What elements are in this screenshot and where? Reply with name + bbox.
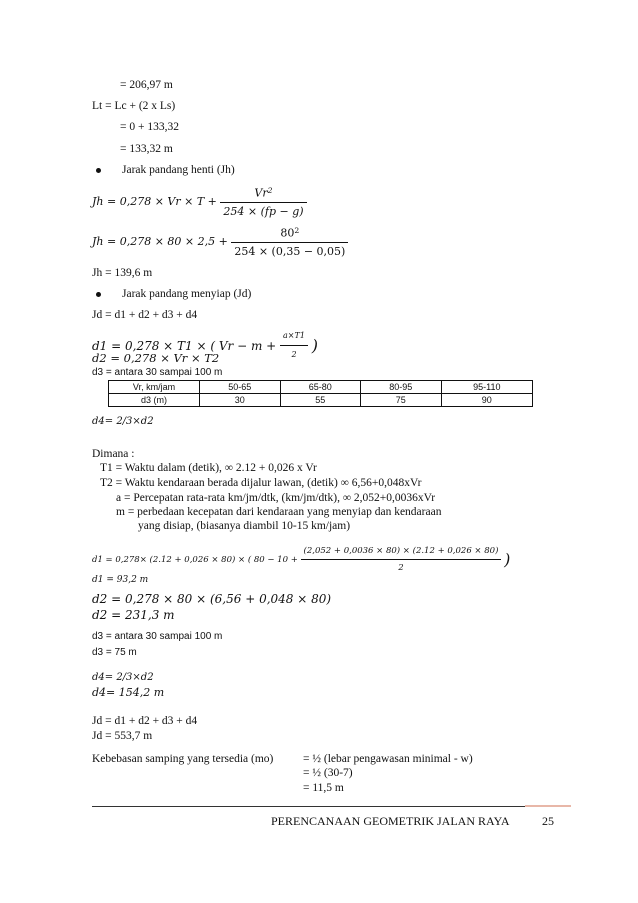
kebebasan-result: = 11,5 m (303, 782, 344, 794)
d1-calc-lhs: d1 = 0,278× (2.12 + 0,026 × 80) × ( 80 − 10 + (92, 554, 298, 565)
d2-result: d2 = 231,3 m (92, 608, 175, 622)
table-cell: 90 (441, 394, 532, 407)
d4-result: d4= 154,2 m (92, 686, 165, 699)
table-cell: Vr, km/jam (109, 381, 200, 394)
t2-definition: T2 = Waktu kendaraan berada dijalur lawan, (detik) ∞ 6,56+0,048xVr (100, 477, 422, 489)
table-cell: d3 (m) (109, 394, 200, 407)
d4-formula: d4= 2/3×d2 (92, 416, 154, 427)
kebebasan-step-1: = ½ (lebar pengawasan minimal - w) (303, 753, 473, 765)
jh-result: Jh = 139,6 m (92, 267, 153, 279)
bullet-icon (96, 292, 101, 297)
jh-calc-num: 80 (280, 226, 295, 240)
jh-num: Vr (254, 186, 268, 200)
bullet-icon (96, 168, 101, 173)
jh-formula (92, 183, 307, 220)
a-definition: a = Percepatan rata-rata km/jm/dtk, (km/jm/dtk), ∞ 2,052+0,0036xVr (116, 492, 436, 504)
jd-result: Jd = 553,7 m (92, 730, 153, 742)
jh-calc (92, 223, 348, 260)
d1-result: d1 = 93,2 m (92, 575, 149, 585)
table-cell: 95-110 (441, 381, 532, 394)
jh-calc-fraction (231, 223, 348, 260)
heading-jarak-pandang-henti: Jarak pandang henti (Jh) (122, 164, 235, 176)
jh-formula-lhs: Jh = 0,278 × Vr × T + (92, 194, 217, 208)
jd-sum-2: Jd = d1 + d2 + d3 + d4 (92, 715, 198, 727)
table-cell: 30 (200, 394, 281, 407)
table-cell: 55 (280, 394, 361, 407)
jd-sum: Jd = d1 + d2 + d3 + d4 (92, 309, 198, 321)
m-definition-cont: yang disiap, (biasanya diambil 10-15 km/jam) (138, 520, 351, 532)
kebebasan-label: Kebebasan samping yang tersedia (mo) (92, 753, 274, 765)
dimana-label: Dimana : (92, 448, 135, 460)
jh-formula-fraction (220, 183, 306, 220)
jh-num-sup: 2 (267, 186, 273, 195)
lt-formula: Lt = Lc + (2 x Ls) (92, 100, 176, 112)
jh-calc-lhs: Jh = 0,278 × 80 × 2,5 + (92, 234, 228, 248)
d3-text: d3 = antara 30 sampai 100 m (92, 367, 223, 378)
footer-accent (525, 805, 571, 807)
table-row (109, 394, 533, 407)
t1-definition: T1 = Waktu dalam (detik), ∞ 2.12 + 0,026 x Vr (100, 462, 317, 474)
table-cell: 75 (361, 394, 442, 407)
lt-step: = 0 + 133,32 (120, 121, 179, 133)
d4-formula-2: d4= 2/3×d2 (92, 672, 154, 683)
footer-divider (92, 806, 568, 807)
page-number: 25 (542, 814, 554, 828)
d1-frac-den: 2 (280, 345, 308, 363)
d1-calc (92, 544, 510, 575)
table-cell: 65-80 (280, 381, 361, 394)
d1-calc-fraction (301, 544, 502, 575)
kebebasan-step-2: = ½ (30-7) (303, 767, 353, 779)
table-row (109, 381, 533, 394)
d1-formula-fraction (280, 328, 308, 363)
d1-frac-num: a×T1 (283, 331, 305, 340)
d1-calc-close: ) (504, 549, 511, 569)
d1-calc-den: 2 (301, 559, 502, 575)
d1-close-paren: ) (311, 335, 319, 355)
d3-result: d3 = 75 m (92, 647, 137, 658)
d2-formula: d2 = 0,278 × Vr × T2 (92, 351, 220, 365)
lt-result: = 133,32 m (120, 143, 173, 155)
m-definition: m = perbedaan kecepatan dari kendaraan yang menyiap dan kendaraan (116, 506, 442, 518)
footer-title: PERENCANAAN GEOMETRIK JALAN RAYA (271, 814, 510, 828)
d2-calc: d2 = 0,278 × 80 × (6,56 + 0,048 × 80) (92, 592, 332, 606)
jh-calc-num-sup: 2 (294, 226, 300, 235)
d1-formula-lhs: d1 = 0,278 × T1 × ( Vr − m + (92, 338, 277, 353)
table-cell: 80-95 (361, 381, 442, 394)
jh-calc-den: 254 × (0,35 − 0,05) (231, 242, 348, 260)
result-line: = 206,97 m (120, 79, 173, 91)
d1-calc-num: (2,052 + 0,0036 × 80) × (2.12 + 0,026 × 80) (303, 546, 499, 556)
heading-jarak-pandang-menyiap: Jarak pandang menyiap (Jd) (122, 288, 252, 300)
d3-text-2: d3 = antara 30 sampai 100 m (92, 631, 223, 642)
table-cell: 50-65 (200, 381, 281, 394)
d3-table (108, 380, 533, 407)
jh-den: 254 × (fp − g) (220, 202, 306, 220)
